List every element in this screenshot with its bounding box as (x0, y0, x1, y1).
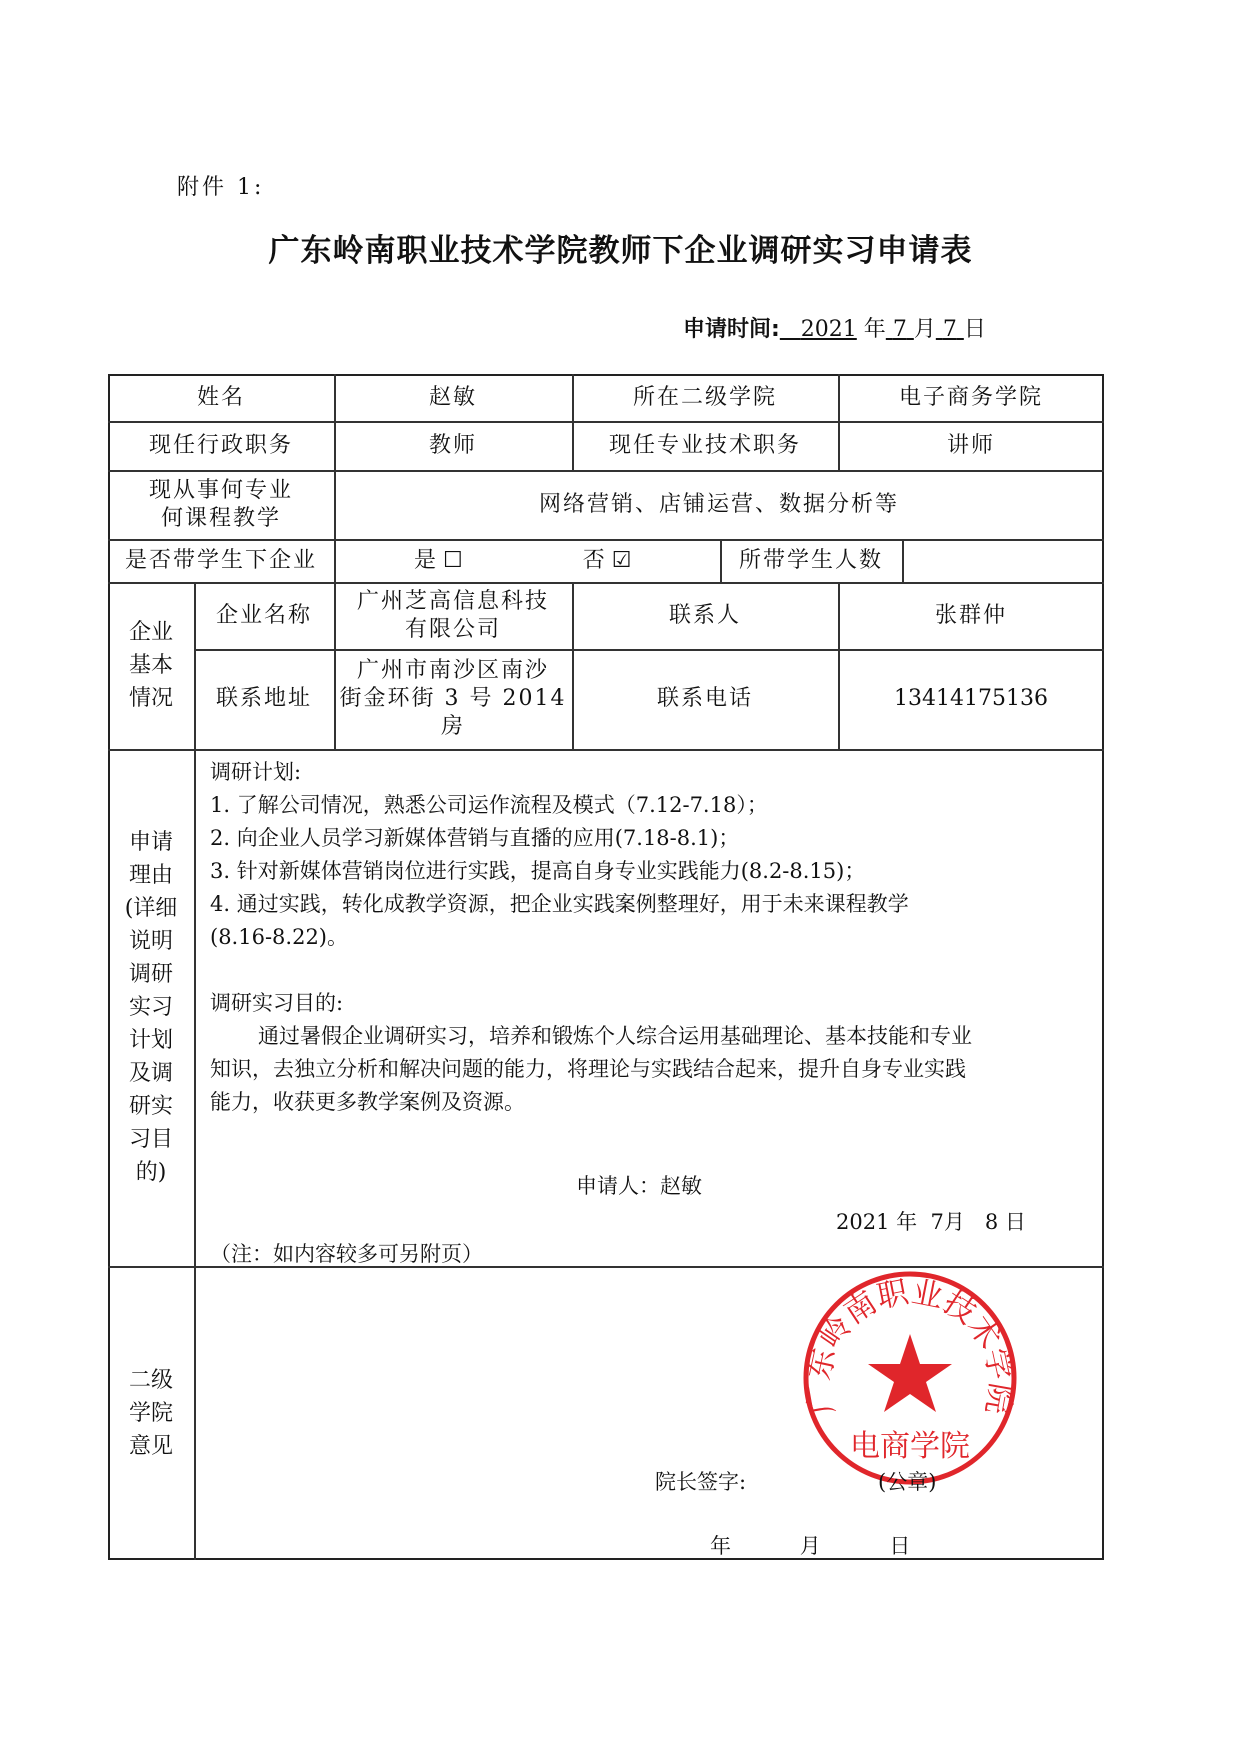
opinion-section-label (108, 1266, 194, 1560)
company-name-value (334, 582, 572, 649)
admin-post-value: 教师 (428, 432, 477, 458)
reason-char: (详细 (124, 896, 178, 921)
teaching-label-line1: 现从事何专业 (148, 477, 293, 503)
address-label: 联系地址 (215, 686, 312, 711)
reason-char: 实习 (128, 995, 173, 1020)
plan-item: 3. 针对新媒体营销岗位进行实践，提高自身专业实践能力(8.2-8.15)； (210, 859, 866, 883)
company-name-label: 企业名称 (215, 602, 312, 628)
opinion-char: 二级 (128, 1367, 173, 1393)
address-line: 街金环街 3 号 2014 (339, 686, 567, 711)
no-option[interactable]: 否 ☑ (582, 547, 632, 573)
admin-post-label: 现任行政职务 (148, 432, 293, 458)
teaching-label (108, 470, 334, 539)
seal-inner-text: 电商学院 (850, 1429, 970, 1464)
enterprise-char: 情况 (128, 686, 173, 711)
company-name-line: 有限公司 (404, 616, 501, 642)
reason-char: 调研 (128, 962, 173, 987)
official-seal (800, 1268, 1020, 1488)
contact-value: 张群仲 (934, 602, 1007, 628)
date-day: 日 (889, 1534, 911, 1558)
reason-section-label (108, 749, 194, 1266)
yes-option[interactable]: 是 ☐ (414, 547, 463, 573)
student-count-label: 所带学生人数 (738, 547, 883, 573)
bring-students-label: 是否带学生下企业 (124, 547, 317, 573)
official-seal-label: (公章) (878, 1470, 937, 1494)
address-line: 房 (440, 714, 465, 739)
dean-signature-label: 院长签字: (655, 1470, 747, 1494)
teaching-label-line2: 何课程教学 (160, 505, 281, 531)
purpose-heading: 调研实习目的: (210, 991, 344, 1015)
form-title: 广东岭南职业技术学院教师下企业调研实习申请表 (268, 233, 973, 269)
reason-char: 习目 (128, 1127, 173, 1152)
application-year: 2021 (800, 317, 857, 342)
application-month: 7 (892, 317, 907, 342)
reason-char: 计划 (128, 1028, 173, 1053)
name-label: 姓名 (196, 384, 245, 410)
seal-outer-text: 广东岭南职业技术学院 (800, 1274, 1020, 1418)
company-name-line: 广州芝高信息科技 (356, 588, 549, 614)
reason-char: 说明 (128, 929, 173, 954)
reason-char: 研实 (128, 1094, 173, 1119)
address-line: 广州市南沙区南沙 (356, 658, 549, 683)
tech-post-label: 现任专业技术职务 (608, 432, 801, 458)
application-day: 7 (942, 317, 957, 342)
purpose-line: 知识，去独立分析和解决问题的能力，将理论与实践结合起来，提升自身专业实践 (210, 1057, 966, 1081)
teaching-value: 网络营销、店铺运营、数据分析等 (538, 491, 899, 517)
purpose-line: 能力，收获更多教学案例及资源。 (210, 1090, 525, 1114)
enterprise-section-label (108, 582, 194, 749)
application-time (683, 312, 986, 343)
application-time-label: 申请时间: (683, 317, 780, 342)
contact-label: 联系人 (668, 602, 741, 628)
address-value (334, 649, 572, 749)
reason-char: 及调 (128, 1061, 173, 1086)
plan-item: 4. 通过实践，转化成教学资源，把企业实践案例整理好，用于未来课程教学 (210, 892, 909, 916)
footnote: （注：如内容较多可另附页） (210, 1242, 483, 1266)
student-count-value (902, 539, 1104, 582)
purpose-line: 通过暑假企业调研实习，培养和锻炼个人综合运用基础理论、基本技能和专业 (258, 1024, 972, 1048)
applicant-date: 2021 年 7月 8 日 (836, 1210, 1026, 1234)
name-value: 赵敏 (428, 384, 477, 410)
reason-char: 申请 (128, 830, 173, 855)
reason-char: 的) (135, 1160, 167, 1185)
college-value: 电子商务学院 (898, 384, 1043, 410)
date-year: 年 (710, 1534, 731, 1558)
opinion-char: 学院 (128, 1400, 173, 1426)
year-suffix: 年 (863, 317, 886, 342)
plan-item: (8.16-8.22)。 (210, 925, 348, 949)
date-month: 月 (799, 1534, 821, 1558)
enterprise-char: 基本 (128, 653, 173, 678)
bring-students-options (334, 539, 720, 582)
college-label: 所在二级学院 (632, 384, 777, 410)
opinion-char: 意见 (128, 1433, 173, 1459)
spacer (210, 954, 1100, 987)
attachment-label: 附件 1: (177, 175, 265, 200)
tech-post-value: 讲师 (946, 432, 995, 458)
month-suffix: 月 (913, 317, 936, 342)
phone-value: 13414175136 (894, 686, 1048, 711)
row-divider (108, 749, 1104, 751)
enterprise-char: 企业 (128, 620, 173, 645)
research-plan (210, 756, 1100, 1119)
plan-item: 1. 了解公司情况，熟悉公司运作流程及模式（7.12-7.18）； (210, 793, 768, 817)
signature-date (710, 1530, 972, 1560)
plan-item: 2. 向企业人员学习新媒体营销与直播的应用(7.18-8.1)； (210, 826, 740, 850)
phone-label: 联系电话 (656, 686, 753, 711)
reason-char: 理由 (128, 863, 173, 888)
plan-heading: 调研计划: (210, 760, 302, 784)
seal-star-icon (868, 1334, 952, 1412)
day-suffix: 日 (963, 317, 986, 342)
applicant-signature: 申请人：赵敏 (576, 1174, 702, 1198)
